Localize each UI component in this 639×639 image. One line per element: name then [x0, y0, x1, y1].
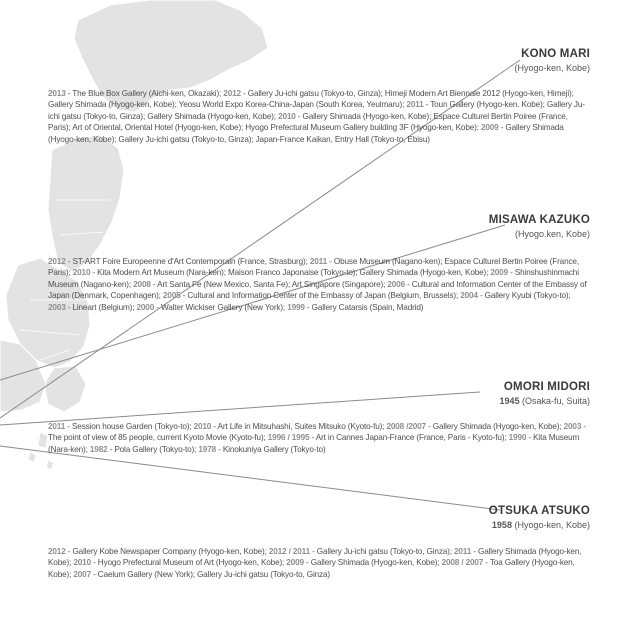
exhibition-year: 1996 / 1995: [267, 433, 310, 443]
exhibition-year: 1990: [508, 433, 527, 443]
exhibition-venues: - Obuse Museum (Nagano-ken); Espace Culturel Bertin Poiree (France, Paris);: [48, 257, 579, 278]
exhibition-year: 2006: [387, 279, 405, 289]
exhibition-year: 2008: [133, 279, 151, 289]
exhibition-year: 2000: [136, 302, 155, 312]
exhibition-venues: - Gallery Ju-ichi gatsu (Tokyo-to, Ginza); Himeji Modern Art Biennale 2012 (Hyogo-ken, Himeji); Gallery Shimada (Hyogo-ken, Kobe); Yeosu World Expo Korea-China-Japan (South Korea, Yeulmaru);: [48, 89, 574, 110]
exhibition-year: 2011: [454, 547, 472, 556]
exhibition-year: 2010: [72, 268, 91, 278]
izu-islands: [46, 460, 54, 470]
exhibition-venues: - Kita Modern Art Museum (Nara-ken); Maison Franco Japonaise (Tokyo-to); Gallery Shimada (Hyogo-ken, Kobe);: [90, 268, 491, 278]
exhibition-year: 2010: [73, 558, 91, 568]
artist-name: OTSUKA ATSUKO: [488, 505, 590, 517]
exhibition-venues: - ST-ART Foire Europeenne d'Art Contemporain (France, Strasburg);: [65, 257, 310, 266]
exhibition-year: 2012: [48, 257, 66, 266]
exhibition-year: 2012: [48, 547, 66, 556]
exhibition-year: 2012 / 2011: [268, 547, 310, 556]
artist-origin: (Hyogo.ken, Kobe): [514, 229, 590, 239]
exhibition-year: 2012: [223, 89, 241, 98]
exhibition-year: 2013: [48, 89, 66, 98]
exhibition-venues: - The Blue Box Gallery (Aichi-ken, Okazaki);: [65, 89, 224, 98]
leader-line-otsuka: [0, 446, 500, 510]
exhibition-venues: - Gallery Catarsis (Spain, Madrid): [304, 302, 424, 312]
exhibition-venues: - Gallery Shimada (Hyogo-ken, Kobe); Espace Culturel Bertin Poiree (France, Paris); Art of Oriental, Oriental Hotel (Hyogo-ken, Kobe); Hyogo Prefectural Museum Gallery building 3F (Hyogo-ken, Kobe);: [48, 111, 568, 133]
exhibition-venues: - Lineart (Belgium);: [65, 302, 137, 312]
exhibition-year: 2010: [278, 111, 296, 121]
artist-name: MISAWA KAZUKO: [488, 214, 590, 226]
exhibition-year: 2011: [309, 257, 328, 266]
exhibition-venues: - Gallery Shimada (Hyogo-ken, Kobe);: [303, 558, 442, 568]
exhibition-year: 2009: [286, 558, 304, 568]
exhibition-list: [48, 421, 590, 455]
exhibition-year: 2008 /2007: [386, 422, 426, 431]
exhibition-year: 2004: [460, 291, 478, 301]
exhibition-venues: - The point of view of 85 people, current Kyoto Movie (Kyoto-fu);: [48, 422, 586, 443]
artist-origin: (Hyogo-ken, Kobe): [514, 63, 590, 73]
exhibition-venues: - Art in Cannes Japan-France (France, Paris - Kyoto-fu);: [309, 433, 509, 443]
tohoku-region: [48, 135, 124, 272]
exhibition-venues: - Art Life in Mitsuhashi, Suites Mitsuko (Kyoto-fu);: [211, 422, 387, 431]
exhibition-year: 2009: [490, 268, 508, 278]
exhibition-venues: - Toun Gallery (Hyogo-ken. Kobe); Gallery Ju-ichi gatsu (Tokyo-to, Ginza); Gallery Shimada (Hyogo-ken, Kobe);: [48, 100, 585, 121]
exhibition-venues: - Gallery Kyubi (Tokyo-to);: [477, 291, 571, 301]
exhibition-venues: - Toa Gallery (Hyogo-ken, Kobe);: [48, 558, 575, 579]
exhibition-venues: - Gallery Shimada (Hyogo-ken, Kobe);: [48, 547, 582, 568]
exhibition-year: 1999: [287, 302, 305, 312]
exhibition-list: [48, 256, 590, 313]
exhibition-year: 2003: [48, 302, 66, 312]
izu-islands: [28, 452, 36, 462]
izu-islands: [38, 432, 48, 448]
exhibition-venues: - Cultural and Information Center of the Embassy of Japan (Denmark, Copenhagen);: [48, 279, 587, 301]
exhibition-year: 2011: [48, 422, 66, 431]
exhibition-venues: - Kinokuniya Gallery (Tokyo-to): [216, 444, 326, 454]
artist-name: OMORI MIDORI: [503, 381, 590, 393]
artist-origin: 1958 (Hyogo-ken, Kobe): [491, 520, 590, 530]
exhibition-year: 1978: [198, 444, 217, 454]
exhibition-venues: - Session house Garden (Tokyo-to);: [65, 422, 194, 431]
exhibition-year: 2007: [73, 569, 91, 579]
exhibition-venues: - Gallery Kobe Newspaper Company (Hyogo-ken, Kobe);: [65, 547, 269, 556]
exhibition-list: [48, 88, 590, 145]
exhibition-venues: - Gallery Shimada (Hyogo-ken, Kobe);: [425, 422, 564, 431]
exhibition-venues: - Hyogo Prefectural Museum of Art (Hyogo-ken, Kobe);: [90, 558, 287, 568]
exhibition-year: 1982: [89, 444, 108, 454]
exhibition-venues: - Caelum Gallery (New York); Gallery Ju-ichi gatsu (Tokyo-to, Ginza): [90, 569, 330, 579]
exhibition-year: 2011: [406, 100, 424, 110]
exhibition-year: 2003: [563, 422, 582, 431]
exhibition-venues: - Gallery Shimada (Hyogo-ken, Kobe); Gallery Ju-ichi gatsu (Tokyo-to, Ginza); Japan-France Kaikan, Entry Hall (Tokyo-to, Ebisu): [48, 123, 564, 144]
exhibition-year: 2008 / 2007: [441, 558, 484, 568]
exhibition-venues: - Cultural and Information Center of the Embassy of Japan (Belgium, Brussels);: [180, 291, 461, 301]
exhibition-venues: - Gallery Ju-ichi gatsu (Tokyo-to, Ginza);: [309, 547, 454, 556]
exhibition-year: 2009: [480, 123, 499, 133]
exhibition-venues: - Walter Wickiser Gallery (New York);: [154, 302, 288, 312]
exhibition-venues: - Kita Museum (Nara-ken);: [48, 433, 580, 454]
exhibition-year: 2005: [162, 291, 181, 301]
exhibition-list: [48, 546, 590, 580]
exhibition-year: 2010: [193, 422, 212, 431]
artist-name: KONO MARI: [521, 48, 590, 60]
artist-origin: 1945 (Osaka-fu, Suita): [499, 396, 590, 406]
exhibition-venues: - Art Santa Fe (New Mexico, Santa Fe); Art Singapore (Singapore);: [150, 279, 388, 289]
exhibition-venues: - Pola Gallery (Tokyo-to);: [107, 444, 199, 454]
exhibition-venues: - Shinshushinmachi Museum (Nagano-ken);: [48, 268, 579, 289]
